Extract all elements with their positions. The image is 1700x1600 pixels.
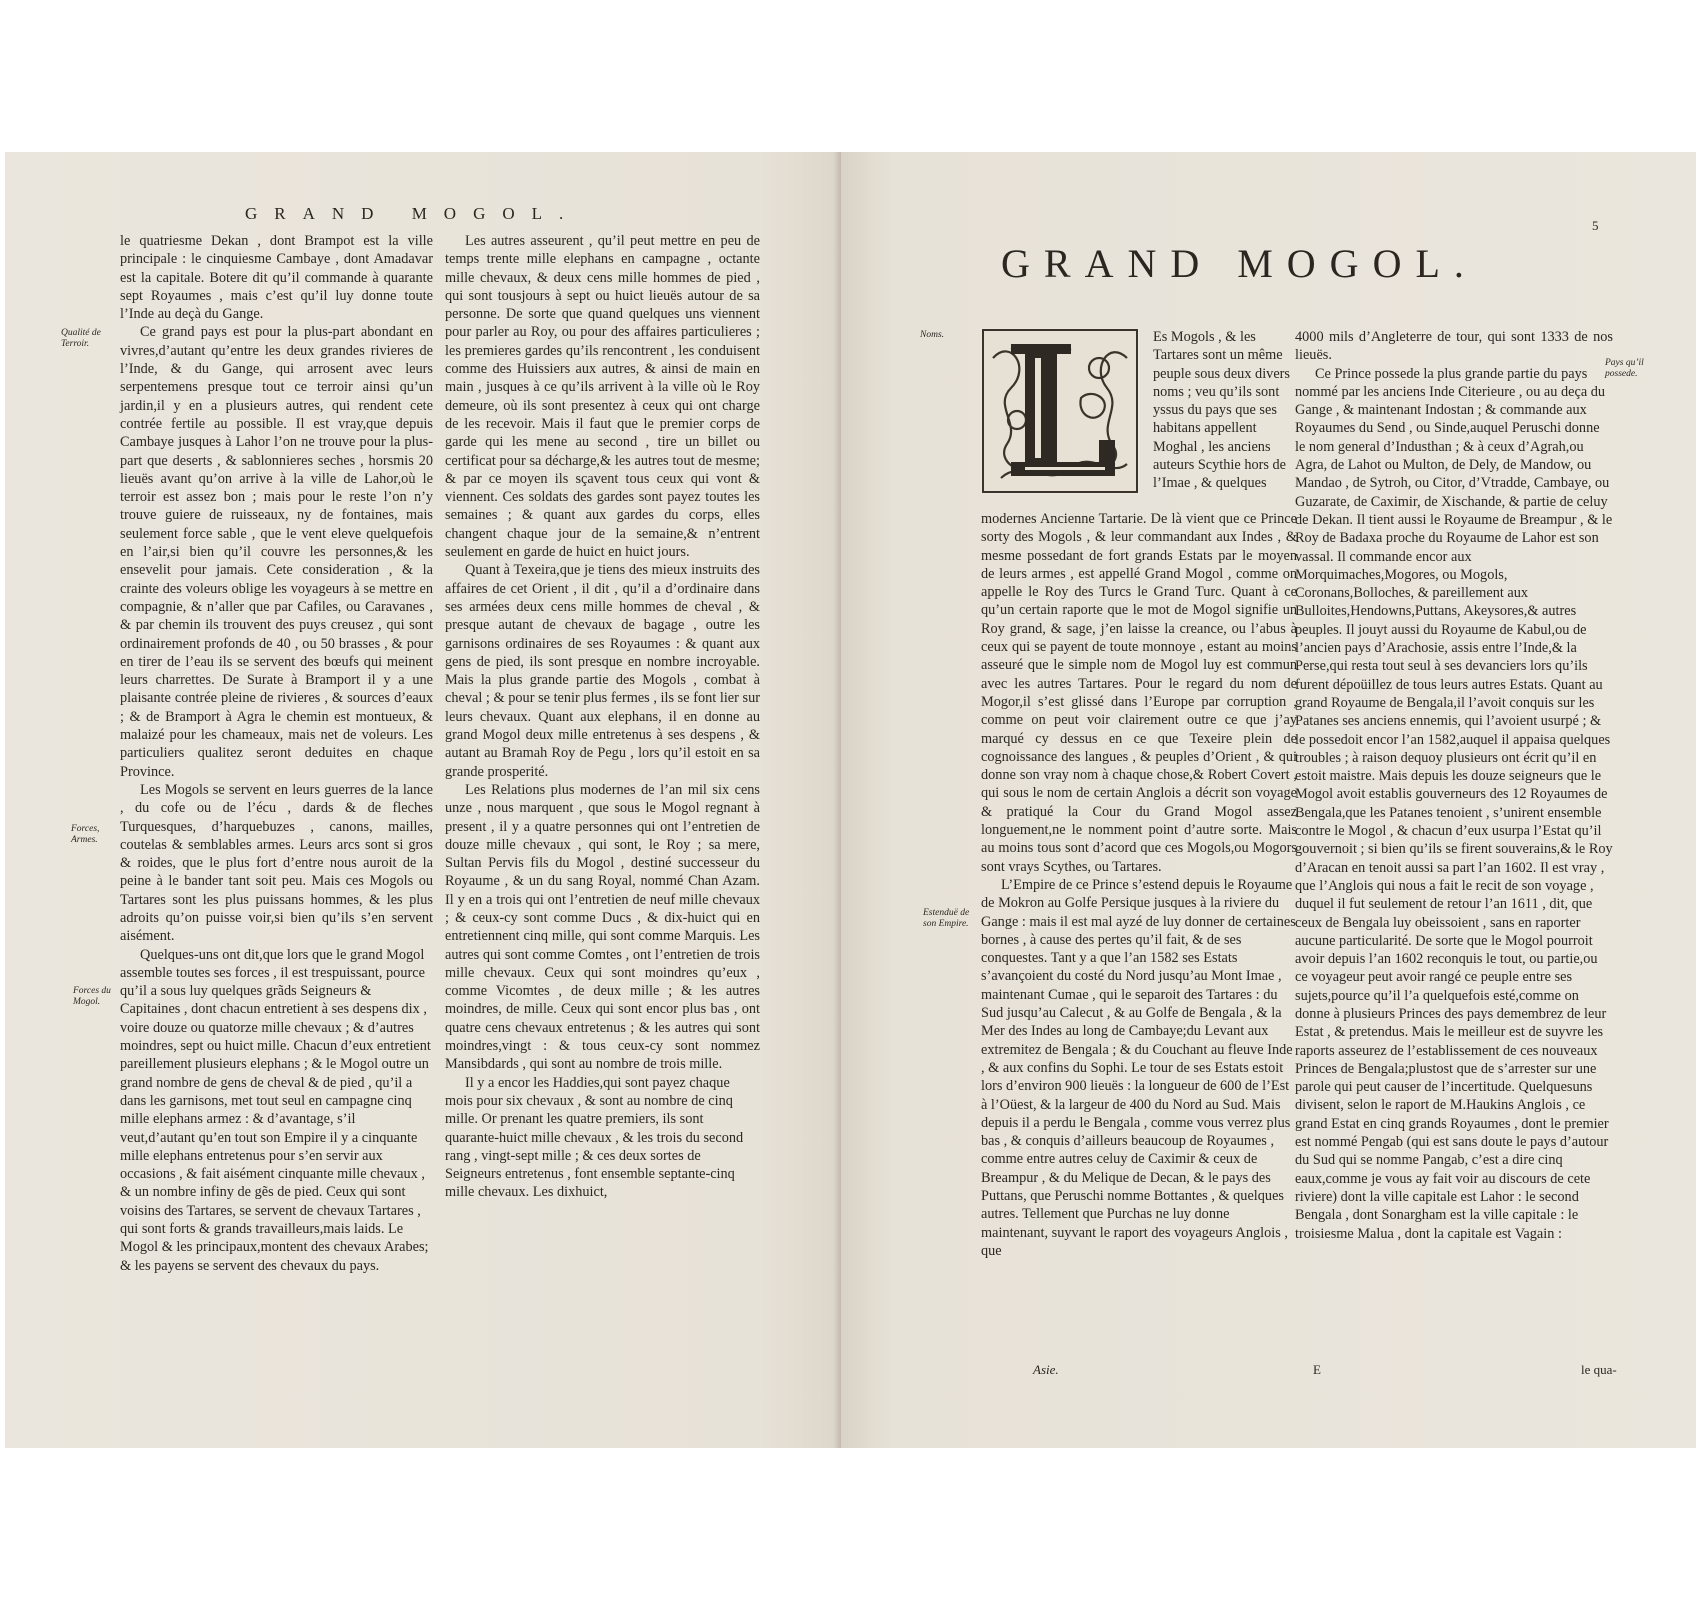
folio-number: 5 [1592, 218, 1599, 233]
left-page [5, 152, 841, 1448]
right-column-1 [981, 510, 1297, 1260]
signature-mark: Asie. [1033, 1362, 1059, 1377]
catchword: le qua- [1581, 1362, 1617, 1377]
paragraph: Les autres asseurent , qu’il peut mettre en peu de temps trente mille elephans en campagne , octante mille chevaux, & deux cens mille hommes de pied , qui sont tousjours à sept ou huict lieuës autour de sa personne. De sorte que quand quelques uns viennent pour parler au Roy, ou pour des affaires particulieres ; les premieres gardes qu’ils rencontrent , les conduisent comme des Huissiers aux autres, & ainsi de main en main , jusques à ce qu’ils arrivent à la ville où le Roy demeure, où ils sont presentez à ceux qui ont charge de les recevoir. Mais il faut que le premier corps de garde qui les mene au second , tire un billet ou certificat pour sa décharge,& les autres tout de mesme; & par ce moyen ils sçavent tous ceux qui vont & viennent. Ces soldats des gardes sont payez toutes les semaines ; & quant aux gardes du corps, elles changent chaque jour de la semaine,& n’entrent seulement en garde de huict en huict jours. [445, 233, 760, 561]
running-head: GRAND MOGOL. [245, 204, 581, 223]
margin-note-estendue: Estenduë de son Empire. [923, 908, 970, 929]
paragraph: Quant à Texeira,que je tiens des mieux instruits des affaires de cet Orient , il dit , qu’il a d’ordinaire dans ses armées deux cens mille hommes de cheval , & presque autant de chevaux de bagage , outre les garnisons ordinaires de ses Royaumes : & quant aux gens de pied, ils sont presque en nombre incroyable. Mais la plus grande partie des Mogols , combat à cheval ; & pour se tenir plus fermes , ils se font lier sur leurs chevaux. Quant aux elephans, il en donne au grand Mogol deux mille entretenus à ses despens , & autant au Bramah Roy de Pegu , lors qu’il estoit en sa grande prosperité. [445, 562, 760, 780]
paragraph: 4000 mils d’Angleterre de tour, qui sont 1333 de nos lieuës. [1295, 329, 1613, 364]
right-column-2 [1295, 328, 1613, 1243]
margin-note-pays: Pays qu’il possede. [1605, 358, 1644, 379]
paragraph: Quelques-uns ont dit,que lors que le grand Mogol assemble toutes ses forces , il est trespuissant, pource qu’il a sous luy quelques grãds Seigneurs & Capitaines , dont chacun entretient à ses despens dix , voire douze ou quatorze mille chevaux ; & d’autres moindres, sept ou huict mille. Chacun d’eux entretient pareillement plusieurs elephans ; & le Mogol outre un grand nombre de gens de cheval & de pied , qu’il a dans les garnisons, met tout seul en campagne cinq mille elephans armez : & d’avantage, s’il veut,d’autant qu’en tout son Empire il y a cinquante mille elephans entretenus pour s’en servir aux occasions , & fait aisément cinquante mille chevaux , & un nombre infiny de gẽs de pied. Ceux qui sont voisins des Tartares, se servent de chevaux Tartares , qui sont forts & grands travailleurs,mais laids. Le Mogol & les principaux,montent des chevaux Arabes; & les payens se servent des chevaux du pays. [120, 946, 431, 1274]
right-page [841, 152, 1696, 1448]
paragraph: L’Empire de ce Prince s’estend depuis le Royaume de Mokron au Golfe Persique jusques à la riviere du Gange : mais il est mal ayzé de luy donner de certaines bornes , à cause des pertes qu’il fait, & de ses conquestes. Tant y a que l’an 1582 ses Estats s’avançoient du costé du Nord jusqu’au Mont Imae , maintenant Cumae , qui le separoit des Tartares : du Sud jusqu’au Calecut , & au Golfe de Bengala , & la Mer des Indes au long de Cambaye;du Levant aux extremitez de Bengala ; & du Couchant au fleuve Inde , & aux confins du Sophi. Le tour de ses Estats estoit lors d’environ 900 lieuës : la longueur de 600 de l’Est à l’Oüest, & la largeur de 400 du Nord au Sud. Mais depuis il a perdu le Bengala , comme vous verrez plus bas , & conquis d’ailleurs beaucoup de Royaumes , comme entre autres celuy de Caximir & ceux de Breampur , & du Melique de Decan, & le pays des Puttans, que Peruschi nomme Bottantes , & quelques autres. Tellement que Purchas ne luy donne maintenant, suyvant le raport des voyageurs Anglois , que [981, 876, 1296, 1259]
paragraph: Il y a encor les Haddies,qui sont payez chaque mois pour six chevaux , & sont au nombre de cinq mille. Or prenant les quatre premiers, ils sont quarante-huict mille chevaux , & les trois du second rang , vingt-sept mille ; & ces deux sortes de Seigneurs entretenus , font ensemble septante-cinq mille chevaux. Les dixhuict, [445, 1074, 744, 1201]
left-column-2 [445, 232, 760, 1202]
margin-note-armes: Forces, Armes. [71, 824, 100, 845]
paragraph: Ce Prince possede la plus grande partie du pays nommé par les anciens Inde Citerieure , ou au deça du Gange , & maintenant Indostan ; & commande aux Royaumes du Send , ou Sinde,auquel Peruschi donne le nom general d’Industhan ; & à ceux d’Agrah,ou Agra, de Lahot ou Multon, de Dely, de Mandow, ou Mandao , de Sytroh, ou Citor, d’Vtradde, Cambaye, ou Guzarate, de Caximir, de Xischande, & partie de celuy de Dekan. Il tient aussi le Royaume de Breampur , & le Roy de Badaxa proche du Royaume de Lahor est son vassal. Il commande encor aux Morquimaches,Mogores, ou Mogols, Coronans,Bolloches, & pareillement aux Bulloites,Hendowns,Puttans, Akeysores,& autres peuples. Il jouyt aussi du Royaume de Kabul,ou de l’ancien pays d’Arachosie, assis entre l’Inde,& la Perse,qui resta tout seul à ses devanciers lors qu’ils furent dépoüillez de tous leurs autres Estats. Quant au grand Royaume de Bengala,il l’avoit conquis sur les Patanes ses anciens ennemis, qui l’avoient usurpé ; & le possedoit encor l’an 1582,auquel il appaisa quelques troubles ; à raison dequoy plusieurs ont écrit qu’il en estoit maistre. Mais depuis les douze seigneurs que le Mogol avoit establis gouverneurs des 12 Royaumes de Bengala,que les Patanes tenoient , s’unirent ensemble contre le Mogol , & chacun d’eux usurpa l’Estat qu’il gouvernoit ; si bien qu’ils se firent souverains,& le Roy d’Aracan en tenoit aussi sa part l’an 1602. Il est vray , que l’Anglois qui nous a fait le recit de son voyage , duquel il fut seulement de retour l’an 1611 , dit, que ceux de Bengala luy obeissoient , sans en raporter aucune particularité. De sorte que le Mogol pourroit avoir depuis l’an 1602 reconquis le tout, ou partie,ou ce voyageur peut avoir rangé ce peuple entre ses sujets,pource qu’il l’a quelquefois esté,comme on donne à plusieurs Princes des pays demembrez de leur Estat , & pretendus. Mais le meilleur est de suyvre les raports asseurez de l’establissement de ces nouveaux Princes de Bengala;plustost que de s’arrester sur une parole qui peut causer de l’incertitude. Quelquesuns divisent, selon le raport de M.Haukins Anglois , ce grand Estat en cinq grands Royaumes , dont le premier est nommé Pengab (qui est sans doute le pays d’autour du Sud qui se nomme Pangab, c’est a dire cinq eaux,comme je vous ay fait voir au discours de cete riviere) dont la ville capitale est Lahor : le second Bengala , dont Sonargham est la ville capitale : le troisiesme Malua , dont la capitale est Vagain : [1295, 365, 1613, 1242]
paragraph: Ce grand pays est pour la plus-part abondant en vivres,d’autant qu’entre les deux grandes rivieres de l’Inde, & du Gange, qui arrosent avec leurs serpentemens presque tout ce terroir ainsi qu’un jardin,il y en a plusieurs autres, qui rendent cete contrée fertile au possible. Il est vray,que depuis Cambaye jusques à Lahor l’on ne trouve pour la plus-part que deserts , & sablonnieres seches , horsmis 20 lieuës avant qu’on arrive à la ville de Lahor,où le terroir est assez bon ; mais pour le reste l’on n’y trouve guiere de ruisseaux, ny de fontaines, mais seulement force sable , que le vent eleve quelquefois en l’air,si bien qu’il couvre les personnes,& les ensevelit pour jamais. Cete consideration , & la crainte des voleurs oblige les voyageurs à se mettre en compagnie, & n’aller que par Cafiles, ou Caravanes , & par chemin ils trouvent des puys creusez , qui sont ordinairement profonds de 40 , ou 50 brasses , & pour en tirer de l’eau ils se servent des bœufs qui meinent leurs charrettes. De Surate à Bramport il y a une plaisante contrée pleine de rivieres , & sources d’eaux ; & de Bramport à Agra le chemin est montueux, & malaizé pour les chameaux, mais net de voleurs. Les particuliers qualitez seront deduites en chaque Province. [120, 324, 433, 780]
gathering-letter: E [1313, 1362, 1321, 1377]
left-column-1 [120, 232, 433, 1275]
paragraph: Les Relations plus modernes de l’an mil six cens unze , nous marquent , que sous le Mogol regnant à present , il y a quatre personnes qui ont l’entretien de douze mille chevaux , qui sont, le Roy ; sa mere, Sultan Pervis fils du Mogol , destiné successeur du Royaume , & un du sang Royal, nommé Chan Azam. Il y en a trois qui ont l’entretien de neuf mille chevaux ; & ceux-cy sont comme Ducs , & dix-huict qui en entretiennent cinq mille, qui sont comme Marquis. Les autres qui sont comme Comtes , ont l’entretien de trois mille chevaux. Ceux qui sont moindres qu’eux , comme Vicomtes , de deux mille ; & les autres moindres, de mille. Ceux qui sont encor plus bas , ont quatre cens chevaux entretenus ; & les autres qui sont moindres,vingt : & tous ceux-cy sont nommez Mansibdards , qui sont au nombre de trois mille. [445, 781, 760, 1073]
book-spread [5, 152, 1696, 1448]
margin-note-terroir: Qualité de Terroir. [61, 328, 101, 349]
margin-note-forces: Forces du Mogol. [73, 986, 111, 1007]
paragraph: modernes Ancienne Tartarie. De là vient que ce Prince sorty des Mogols , & leur commandant aux Indes , & mesme possedant de fort grands Estats par le moyen de leurs armes , est appellé Grand Mogol , comme on appelle le Roy des Turcs le Grand Turc. Quant à ce qu’un certain raporte que le mot de Mogol signifie un Roy grand, & sage, j’en laisse la creance, ou l’abus à ceux qui se payent de toute monnoye , estant au moins asseuré que le simple nom de Mogol luy est commun avec les autres Tartares. Pour le regard du nom de Mogor,il s’est glissé dans l’Europe par corruption , comme on peut voir clairement outre ce que j’ay marqué cy dessus en ce que Texeire plein de cognoissance des langues , & peuples d’Orient , & qui donne son vray nom à chaque chose,& Robert Covert , qui sous le nom de certain Anglois a décrit son voyage & pratiqué la Cour du Grand Mogol assez longuement,ne le nomment point d’autre sorte. Mais au moins tous sont d’acord que ces Mogols,ou Mogors sont vrays Scythes, ou Tartares. [981, 511, 1297, 875]
page-title: GRAND MOGOL. [1001, 241, 1478, 286]
paragraph: Les Mogols se servent en leurs guerres de la lance , du cofe ou de l’écu , dards & de fleches Turquesques, d’harquebuzes , canons, mailles, coutelas & semblables armes. Leurs arcs sont si gros & roides, que le plus fort d’entre nous auroit de la peine à le bander tant soit peu. Mais ces Mogols ou Tartares sont les plus puissans hommes, & les plus adroits qu’on puisse voir,si bien qu’ils s’en servent aisément. [120, 781, 433, 945]
decorated-initial-l-icon [981, 328, 1139, 494]
initial-side-text: Es Mogols , & les Tartares sont un même peuple sous deux divers noms ; veu qu’ils sont yssus du pays que ses habitans appellent Moghal , les anciens auteurs Scythie hors de l’Imae , & quelques [1153, 329, 1290, 492]
margin-note-noms: Noms. [920, 330, 945, 340]
paragraph: le quatriesme Dekan , dont Brampot est la ville principale : le cinquiesme Cambaye , dont Amadavar est la capitale. Botere dit qu’il commande à quarante sept Royaumes , mais c’est qu’il luy donne toute l’Inde au deçà du Gange. [120, 233, 433, 323]
